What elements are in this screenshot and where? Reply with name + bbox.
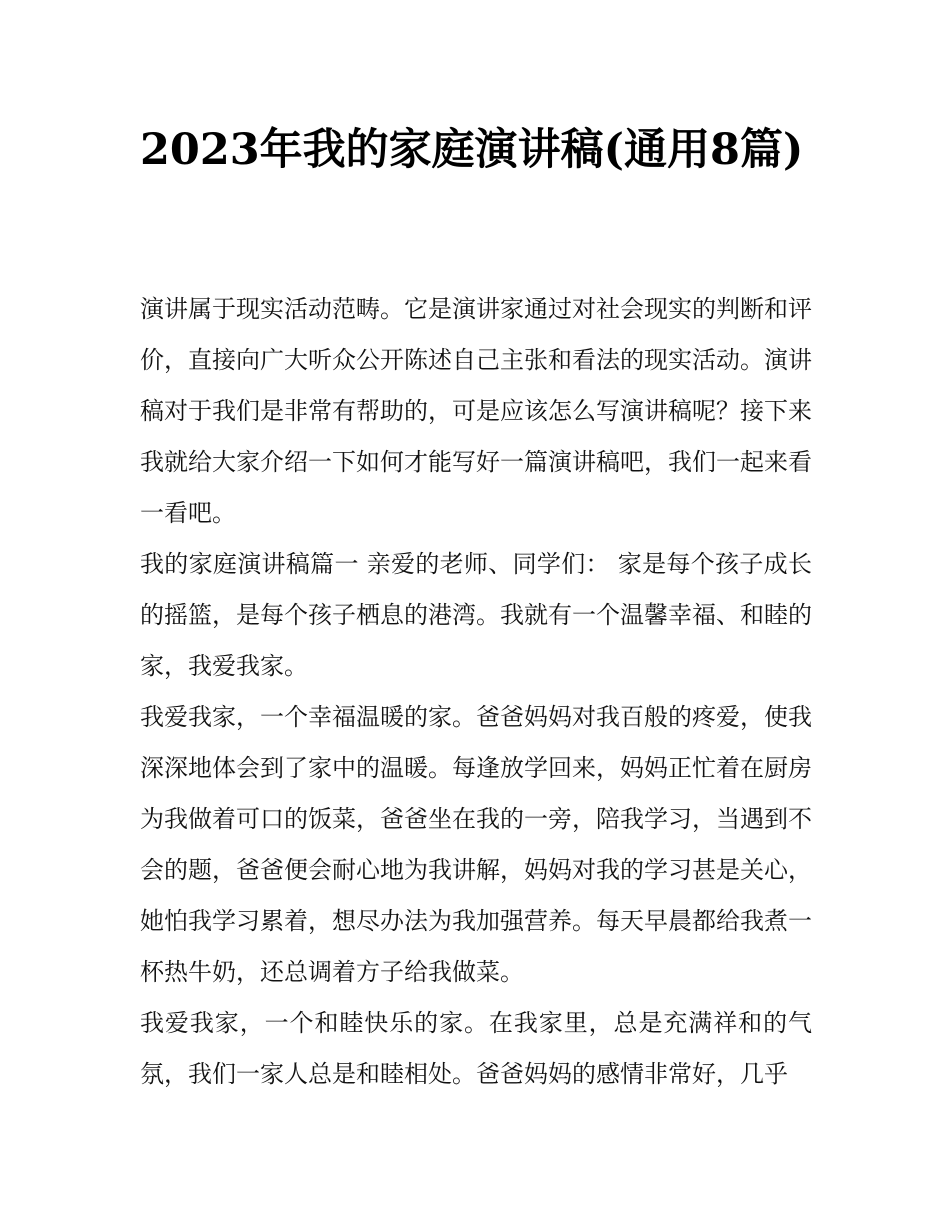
paragraph-warm-family: 我爱我家，一个幸福温暖的家。爸爸妈妈对我百般的疼爱，使我深深地体会到了家中的温暖。每逢放学回来，妈妈正忙着在厨房为我做着可口的饭菜，爸爸坐在我的一旁，陪我学习，当遇到不会的题，爸爸便会耐心地为我讲解，妈妈对我的学习甚是关心，她怕我学习累着，想尽办法为我加强营养。每天早晨都给我煮一杯热牛奶，还总调着方子给我做菜。 xyxy=(140,703,812,986)
paragraph-intro: 演讲属于现实活动范畴。它是演讲家通过对社会现实的判断和评价，直接向广大听众公开陈述自己主张和看法的现实活动。演讲稿对于我们是非常有帮助的，可是应该怎么写演讲稿呢？接下来我就给大家介绍一下如何才能写好一篇演讲稿吧，我们一起来看一看吧。 xyxy=(140,295,812,527)
document-title: 2023年我的家庭演讲稿(通用8篇) xyxy=(140,125,804,175)
paragraph-speech-one-opening: 我的家庭演讲稿篇一 亲爱的老师、同学们： 家是每个孩子成长的摇篮，是每个孩子栖息的港湾。我就有一个温馨幸福、和睦的家，我爱我家。 xyxy=(140,550,812,680)
paragraph-harmonious-family: 我爱我家，一个和睦快乐的家。在我家里，总是充满祥和的气氛，我们一家人总是和睦相处。爸爸妈妈的感情非常好，几乎 xyxy=(140,1009,812,1088)
document-body xyxy=(140,284,812,1100)
